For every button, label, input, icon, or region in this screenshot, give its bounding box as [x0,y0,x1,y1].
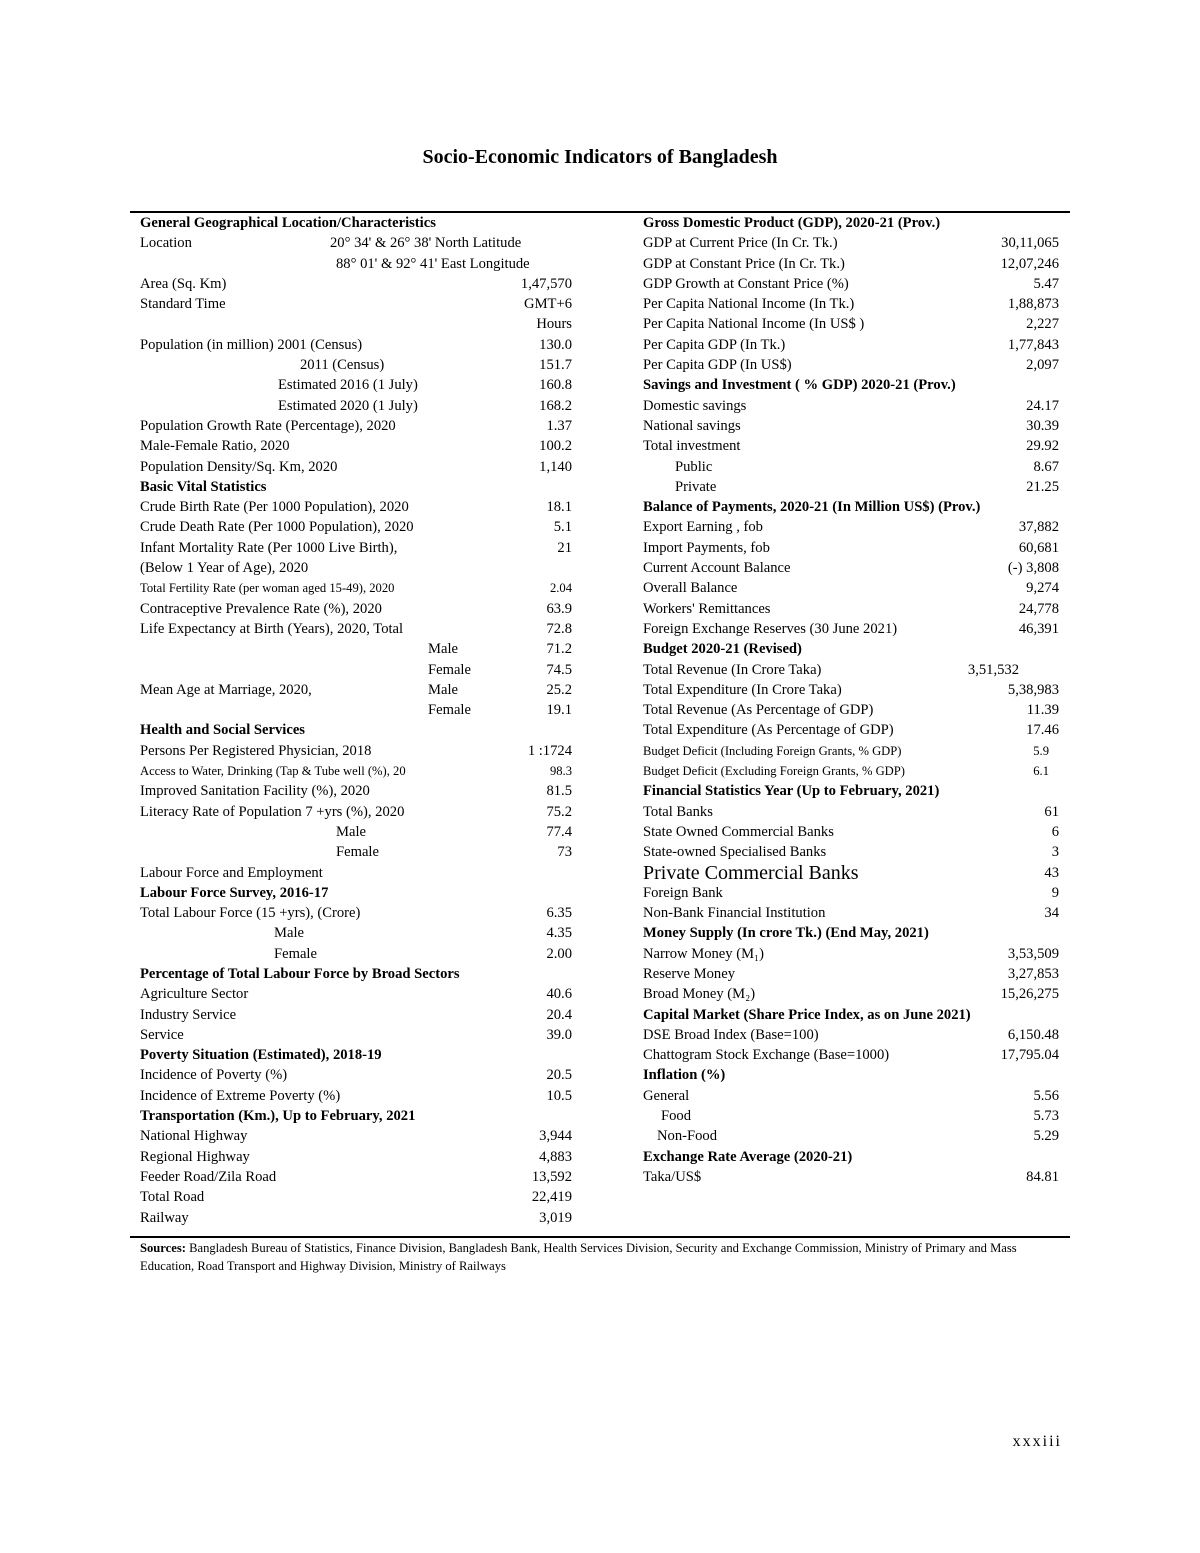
indicator-sublabel: Female [428,661,471,678]
indicator-row [643,396,1059,416]
indicator-sublabel: 20° 34' & 26° 38' North Latitude [330,235,522,252]
indicator-row [140,274,572,294]
indicator-label: Per Capita National Income (In Tk.) [643,296,855,313]
indicator-sublabel: Male [428,641,458,658]
indicator-label: GDP at Current Price (In Cr. Tk.) [643,235,838,252]
indicator-row [643,599,1059,619]
indicator-label: Male-Female Ratio, 2020 [140,438,290,455]
indicator-label: Total Banks [643,803,713,820]
section-heading [140,720,572,740]
indicator-value: 60,681 [1018,539,1059,556]
indicator-row [140,375,572,395]
indicator-value: 75.2 [546,803,572,820]
indicator-sublabel: Male [428,681,458,698]
indicator-sublabel: Female [428,702,471,719]
indicator-label: Total Labour Force (15 +yrs), (Crore) [140,905,361,922]
indicator-row [643,355,1059,375]
section-heading [140,964,572,984]
indicator-label: State Owned Commercial Banks [643,823,834,840]
section-heading-label: Basic Vital Statistics [140,478,267,495]
indicator-row [140,457,572,477]
indicator-label: Non-Food [657,1128,717,1145]
indicator-value: 43 [1044,864,1059,881]
indicator-label: Incidence of Poverty (%) [140,1067,288,1084]
indicator-row [643,457,1059,477]
indicator-row [140,1187,572,1207]
indicator-value: 22,419 [531,1189,572,1206]
indicator-label: General [643,1087,690,1104]
indicator-row [140,416,572,436]
section-heading [643,923,1059,943]
indicator-label: Narrow Money (M₁) [643,945,764,962]
indicator-row [643,903,1059,923]
indicator-label: Service [140,1026,184,1043]
indicator-value: 72.8 [546,620,572,637]
indicator-row [140,903,572,923]
indicator-label: Feeder Road/Zila Road [140,1168,277,1185]
indicator-value: (-) 3,808 [1007,560,1059,577]
indicator-label: Population (in million) 2001 (Census) [140,336,363,353]
indicator-value: 2,097 [1026,357,1059,374]
indicator-value: 29.92 [1026,438,1059,455]
indicator-row [140,497,572,517]
indicator-row [140,578,572,598]
indicator-row [643,680,1059,700]
indicator-row [643,558,1059,578]
indicator-label: Railway [140,1209,189,1226]
indicator-row [643,1086,1059,1106]
indicator-label: Reserve Money [643,965,735,982]
indicator-value: 17,795.04 [1000,1047,1059,1064]
indicator-row [140,1147,572,1167]
indicator-label: Mean Age at Marriage, 2020, [140,681,312,698]
section-heading [140,213,572,233]
indicator-row [643,984,1059,1004]
indicator-label: Per Capita National Income (In US$ ) [643,316,865,333]
indicator-label: National savings [643,417,741,434]
indicator-row [140,294,572,314]
indicator-row [643,294,1059,314]
indicator-value: GMT+6 [524,296,572,313]
indicator-label: Chattogram Stock Exchange (Base=1000) [643,1047,890,1064]
indicator-row [140,639,572,659]
indicator-row [140,355,572,375]
section-heading [643,639,1059,659]
indicator-value: 130.0 [539,336,572,353]
indicator-row [643,1167,1059,1187]
indicator-value: 2,227 [1026,316,1059,333]
indicator-row [643,314,1059,334]
indicator-label: National Highway [140,1128,248,1145]
indicator-value: 1 :1724 [527,742,572,759]
indicator-label: Workers' Remittances [643,600,771,617]
indicator-label: Estimated 2016 (1 July) [278,377,418,394]
indicator-row [643,802,1059,822]
indicator-row [643,538,1059,558]
section-heading [140,1106,572,1126]
indicator-row [643,863,1059,883]
indicator-row [643,842,1059,862]
indicator-value: 30,11,065 [1001,235,1059,252]
indicator-label: Import Payments, fob [643,539,770,556]
section-heading-label: Gross Domestic Product (GDP), 2020-21 (Prov.) [643,215,941,231]
indicator-value: 39.0 [546,1026,572,1043]
indicator-label: State-owned Specialised Banks [643,844,827,861]
indicator-value: 6,150.48 [1007,1026,1059,1043]
indicator-value: 5.73 [1033,1108,1059,1125]
indicator-row [140,619,572,639]
section-heading [643,1147,1059,1167]
indicator-row [140,396,572,416]
indicator-value: 98.3 [549,764,572,779]
indicator-value: 40.6 [546,986,572,1003]
section-heading-label: Budget 2020-21 (Revised) [643,641,802,658]
indicator-row [140,314,572,334]
indicator-label: Labour Force and Employment [140,864,323,881]
indicator-row [140,1086,572,1106]
indicator-label: Male [274,925,304,942]
indicator-row [140,436,572,456]
indicator-value: 9 [1051,884,1059,901]
indicator-sublabel: 88° 01' & 92° 41' East Longitude [336,255,530,272]
indicator-row [643,416,1059,436]
indicator-value: 30.39 [1026,417,1059,434]
section-heading-label: Financial Statistics Year (Up to February, 2021) [643,783,940,800]
indicator-label: (Below 1 Year of Age), 2020 [140,560,309,577]
indicator-label: Literacy Rate of Population 7 +yrs (%), 2020 [140,803,405,820]
indicator-value: 2.00 [546,945,572,962]
indicator-value: 5.56 [1033,1087,1059,1104]
indicator-value: 34 [1044,905,1059,922]
indicator-label: Total investment [643,438,741,455]
indicator-label: 2011 (Census) [300,357,385,374]
right-column [643,213,1059,1187]
indicator-value: 3,019 [539,1209,572,1226]
indicator-row [140,517,572,537]
indicator-value: 6.1 [1033,764,1049,779]
indicator-row [140,822,572,842]
indicator-label: Public [675,458,713,475]
indicator-value: 81.5 [546,783,572,800]
left-column [140,213,572,1228]
indicator-value: 77.4 [546,823,572,840]
indicator-value: 21.25 [1026,478,1059,495]
indicator-label: Industry Service [140,1006,237,1023]
indicator-row [140,254,572,274]
indicator-row [140,1025,572,1045]
indicator-label: Non-Bank Financial Institution [643,905,826,922]
section-heading-label: Balance of Payments, 2020-21 (In Million US$) (Prov.) [643,499,981,516]
indicator-label: Incidence of Extreme Poverty (%) [140,1087,341,1104]
indicator-label: Export Earning , fob [643,519,763,536]
indicator-label: Population Growth Rate (Percentage), 2020 [140,417,396,434]
indicator-value: 37,882 [1018,519,1059,536]
indicator-label: Per Capita GDP (In US$) [643,357,792,374]
indicator-label: Contraceptive Prevalence Rate (%), 2020 [140,600,382,617]
indicator-label: GDP at Constant Price (In Cr. Tk.) [643,255,845,272]
indicator-row [643,822,1059,842]
indicator-value: 6.35 [546,905,572,922]
indicator-label: Food [661,1108,692,1125]
indicator-label: DSE Broad Index (Base=100) [643,1026,819,1043]
indicator-label: Life Expectancy at Birth (Years), 2020, Total [140,620,404,637]
indicator-label: Crude Birth Rate (Per 1000 Population), 2020 [140,499,409,516]
indicator-label: Female [274,945,317,962]
indicator-row [140,1167,572,1187]
indicator-label: GDP Growth at Constant Price (%) [643,275,849,292]
indicator-value: 3,51,532 [967,661,1019,678]
indicator-label: Persons Per Registered Physician, 2018 [140,742,372,759]
indicator-row [140,781,572,801]
sources-label: Sources: [140,1241,186,1255]
indicator-row [643,660,1059,680]
section-heading [140,883,572,903]
indicator-value: 9,274 [1026,580,1059,597]
indicator-value: 61 [1044,803,1059,820]
indicator-row [140,680,572,700]
indicator-label: Total Road [140,1189,205,1206]
indicator-row [140,335,572,355]
indicator-value: 24,778 [1018,600,1059,617]
indicator-label: Budget Deficit (Excluding Foreign Grants, % GDP) [643,764,905,779]
indicator-value: 13,592 [531,1168,572,1185]
section-heading [643,1005,1059,1025]
section-heading-label: Transportation (Km.), Up to February, 2021 [140,1108,416,1125]
indicator-value: 21 [557,539,572,556]
indicator-label: Private [675,478,717,495]
section-heading-label: Health and Social Services [140,722,305,739]
indicator-row [643,619,1059,639]
indicator-label: Crude Death Rate (Per 1000 Population), 2020 [140,519,414,536]
indicator-row [140,1065,572,1085]
section-heading-label: Poverty Situation (Estimated), 2018-19 [140,1047,382,1064]
indicator-label: Foreign Exchange Reserves (30 June 2021) [643,620,898,637]
indicator-label: Total Expenditure (In Crore Taka) [643,681,842,698]
indicator-label: Male [336,823,366,840]
indicator-row [643,274,1059,294]
indicator-value: 46,391 [1018,620,1059,637]
indicator-row [643,700,1059,720]
indicator-value: 4,883 [539,1148,572,1165]
indicator-row [140,923,572,943]
section-heading-label: General Geographical Location/Characteristics [140,215,436,231]
indicator-value: 160.8 [539,377,572,394]
indicator-label: Total Revenue (As Percentage of GDP) [643,702,874,719]
indicator-value: 100.2 [539,438,572,455]
indicator-value: 3,53,509 [1007,945,1059,962]
section-heading-label: Percentage of Total Labour Force by Broad Sectors [140,965,460,982]
indicator-label: Total Revenue (In Crore Taka) [643,661,822,678]
indicator-label: Taka/US$ [643,1168,702,1185]
indicator-label: Total Fertility Rate (per woman aged 15-49), 2020 [140,581,395,596]
indicator-value: 5.47 [1033,275,1059,292]
indicator-label: Overall Balance [643,580,738,597]
indicator-value: 19.1 [546,702,572,719]
sources-text: Bangladesh Bureau of Statistics, Finance Division, Bangladesh Bank, Health Services Division, Security and Exchange Commission, Ministry of Primary and Mass Education, Road Transport and Highway Division, Ministry of Railways [140,1241,1017,1273]
indicator-row [140,863,572,883]
indicator-row [140,660,572,680]
indicator-value: 1,88,873 [1007,296,1059,313]
page-number: xxxiii [1012,1433,1062,1450]
indicator-value: 20.5 [546,1067,572,1084]
indicator-row [643,335,1059,355]
indicator-label: Private Commercial Banks [643,861,859,884]
indicator-value: 5,38,983 [1007,681,1059,698]
indicator-row [643,233,1059,253]
section-heading [140,1045,572,1065]
indicator-row [643,720,1059,740]
indicator-row [140,842,572,862]
bottom-rule [130,1236,1070,1238]
indicator-row [643,1126,1059,1146]
indicator-row [643,741,1059,761]
section-heading-label: Money Supply (In crore Tk.) (End May, 2021) [643,925,929,942]
indicator-row [140,538,572,558]
indicator-value: 11.39 [1026,702,1059,719]
indicator-value: Hours [536,316,572,333]
indicator-label: Estimated 2020 (1 July) [278,397,418,414]
indicator-value: 63.9 [546,600,572,617]
indicator-row [140,761,572,781]
indicator-label: Domestic savings [643,397,747,414]
indicator-value: 168.2 [539,397,572,414]
section-heading [140,477,572,497]
indicator-row [643,1045,1059,1065]
indicator-label: Total Expenditure (As Percentage of GDP) [643,722,894,739]
indicator-row [140,233,572,253]
section-heading [643,213,1059,233]
section-heading-label: Capital Market (Share Price Index, as on June 2021) [643,1006,971,1023]
indicator-row [643,436,1059,456]
indicator-value: 4.35 [546,925,572,942]
indicator-row [643,944,1059,964]
indicator-value: 5.9 [1033,743,1049,758]
indicator-row [643,578,1059,598]
indicator-row [140,1208,572,1228]
indicator-label: Standard Time [140,296,226,313]
section-heading [643,781,1059,801]
indicator-row [643,477,1059,497]
indicator-label: Improved Sanitation Facility (%), 2020 [140,783,370,800]
indicator-value: 17.46 [1026,722,1059,739]
indicator-value: 74.5 [546,661,572,678]
indicator-value: 24.17 [1026,397,1059,414]
indicator-label: Location [140,235,192,252]
indicator-row [140,700,572,720]
section-heading-label: Inflation (%) [643,1067,726,1084]
indicator-value: 8.67 [1033,458,1059,475]
sources-note [140,1239,1070,1275]
indicator-label: Area (Sq. Km) [140,275,227,292]
indicator-row [643,1025,1059,1045]
indicator-value: 18.1 [546,499,572,516]
indicator-value: 1.37 [546,417,572,434]
indicator-label: Current Account Balance [643,560,791,577]
indicator-value: 3 [1051,844,1059,861]
indicator-row [140,599,572,619]
section-heading-label: Exchange Rate Average (2020-21) [643,1148,853,1165]
indicator-value: 71.2 [546,641,572,658]
indicator-value: 20.4 [546,1006,572,1023]
indicator-value: 1,47,570 [520,275,572,292]
section-heading [643,1065,1059,1085]
indicator-value: 73 [557,844,572,861]
indicator-row [643,517,1059,537]
indicator-label: Access to Water, Drinking (Tap & Tube well (%), 20 [140,764,406,779]
indicator-label: Regional Highway [140,1148,250,1165]
indicator-row [140,984,572,1004]
indicator-row [140,741,572,761]
indicator-row [643,1106,1059,1126]
indicator-row [643,254,1059,274]
indicator-row [140,1005,572,1025]
indicator-value: 2.04 [549,581,572,596]
indicator-label: Population Density/Sq. Km, 2020 [140,458,338,475]
indicator-value: 10.5 [546,1087,572,1104]
section-heading-label: Labour Force Survey, 2016-17 [140,884,329,901]
indicator-value: 5.29 [1033,1128,1059,1145]
indicator-label: Female [336,844,379,861]
indicator-label: Foreign Bank [643,884,723,901]
indicator-value: 5.1 [553,519,572,536]
indicator-label: Agriculture Sector [140,986,249,1003]
indicator-value: 6 [1051,823,1059,840]
indicator-value: 25.2 [546,681,572,698]
indicator-row [140,802,572,822]
indicator-label: Budget Deficit (Including Foreign Grants, % GDP) [643,743,902,758]
indicator-value: 84.81 [1026,1168,1059,1185]
indicator-value: 3,27,853 [1007,965,1059,982]
indicator-value: 3,944 [539,1128,572,1145]
indicator-value: 1,77,843 [1007,336,1059,353]
indicator-value: 12,07,246 [1000,255,1059,272]
indicator-row [643,964,1059,984]
indicator-value: 151.7 [539,357,572,374]
indicator-row [140,944,572,964]
indicator-value: 15,26,275 [1000,986,1059,1003]
section-heading-label: Savings and Investment ( % GDP) 2020-21 (Prov.) [643,377,956,394]
section-heading [643,375,1059,395]
indicator-row [643,761,1059,781]
indicator-row [140,1126,572,1146]
section-heading [643,497,1059,517]
indicator-label: Per Capita GDP (In Tk.) [643,336,786,353]
indicator-label: Infant Mortality Rate (Per 1000 Live Birth), [140,539,398,556]
indicator-row [643,883,1059,903]
page-title: Socio-Economic Indicators of Bangladesh [422,146,778,168]
indicator-label: Broad Money (M₂) [643,986,756,1003]
indicator-row [140,558,572,578]
indicator-value: 1,140 [539,458,572,475]
